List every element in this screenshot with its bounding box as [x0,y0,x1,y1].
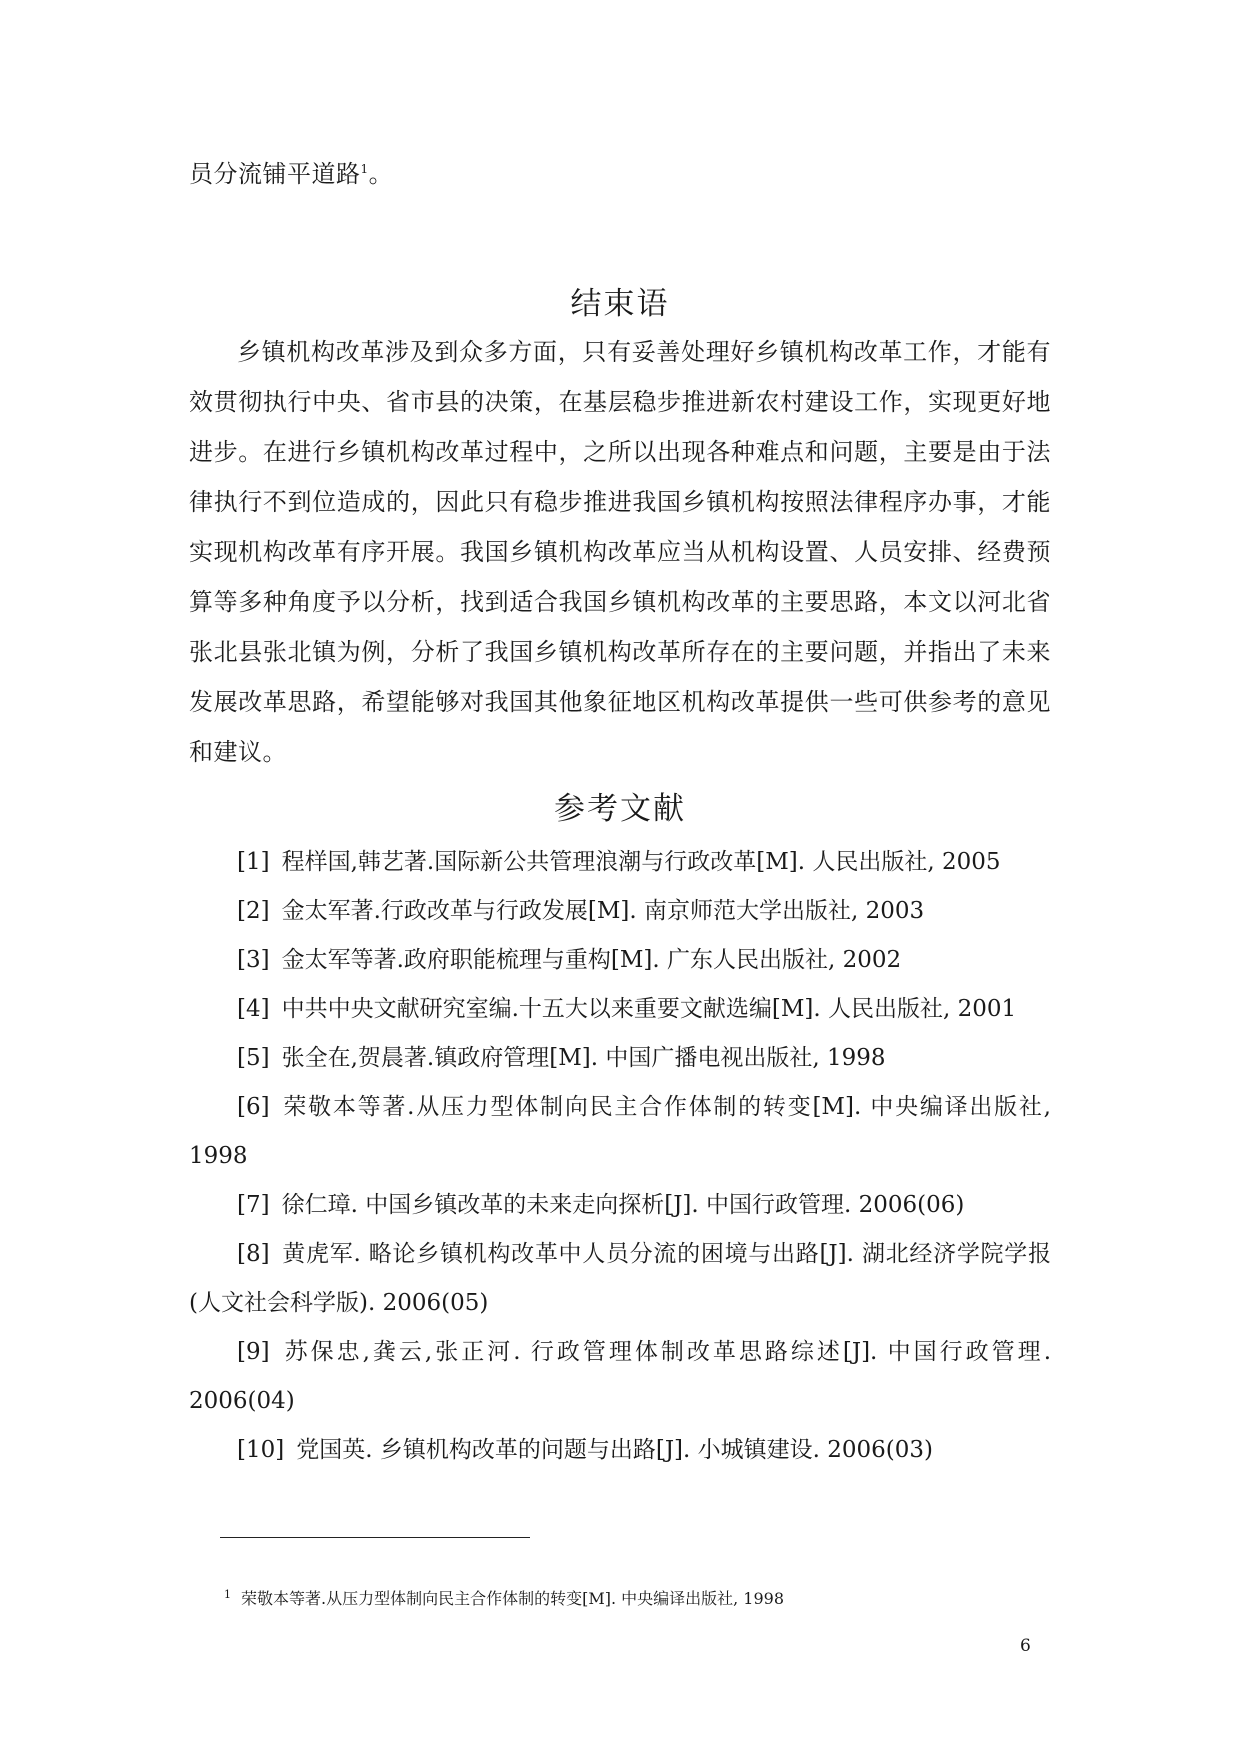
reference-number: [6] [237,1094,270,1120]
footnote-separator [220,1537,530,1538]
reference-item [189,1181,1051,1230]
footnote-marker[interactable]: 1 [360,162,369,176]
reference-list [189,838,1051,1475]
reference-number: [7] [237,1192,270,1218]
reference-number: [8] [237,1241,270,1267]
reference-text: 金太军等著.政府职能梳理与重构[M]. 广东人民出版社, 2002 [281,947,902,973]
reference-item [189,1426,1051,1475]
reference-item [189,887,1051,936]
reference-number: [1] [237,849,270,875]
conclusion-heading: 结束语 [570,286,670,322]
reference-text: 荣敬本等著.从压力型体制向民主合作体制的转变[M]. 中央编译出版社, 1998 [189,1094,1051,1169]
continuation-text: 员分流铺平道路 [189,160,361,188]
reference-number: [4] [237,996,270,1022]
reference-number: [9] [237,1339,270,1365]
reference-item [189,1230,1051,1328]
reference-item [189,985,1051,1034]
reference-item [189,1034,1051,1083]
page-number: 6 [1020,1636,1031,1656]
reference-item [189,936,1051,985]
reference-text: 黄虎军. 略论乡镇机构改革中人员分流的困境与出路[J]. 湖北经济学院学报(人文社会科学版). 2006(05) [189,1241,1051,1316]
reference-text: 党国英. 乡镇机构改革的问题与出路[J]. 小城镇建设. 2006(03) [296,1437,933,1463]
reference-text: 中共中央文献研究室编.十五大以来重要文献选编[M]. 人民出版社, 2001 [281,996,1017,1022]
continuation-end: 。 [368,160,394,188]
footnote-text: 荣敬本等著.从压力型体制向民主合作体制的转变[M]. 中央编译出版社, 1998 [241,1589,785,1608]
reference-item [189,838,1051,887]
reference-number: [2] [237,898,270,924]
references-heading: 参考文献 [554,791,686,827]
footnote [224,1588,784,1610]
reference-text: 张全在,贺晨著.镇政府管理[M]. 中国广播电视出版社, 1998 [281,1045,886,1071]
reference-text: 程样国,韩艺著.国际新公共管理浪潮与行政改革[M]. 人民出版社, 2005 [281,849,1001,875]
reference-text: 苏保忠,龚云,张正河. 行政管理体制改革思路综述[J]. 中国行政管理. 2006(04) [189,1339,1051,1414]
reference-number: [10] [237,1437,285,1463]
reference-text: 徐仁璋. 中国乡镇改革的未来走向探析[J]. 中国行政管理. 2006(06) [281,1192,965,1218]
continuation-line [189,150,1051,198]
conclusion-paragraph: 乡镇机构改革涉及到众多方面，只有妥善处理好乡镇机构改革工作，才能有效贯彻执行中央、省市县的决策，在基层稳步推进新农村建设工作，实现更好地进步。在进行乡镇机构改革过程中，之所以出现各种难点和问题，主要是由于法律执行不到位造成的，因此只有稳步推进我国乡镇机构按照法律程序办事，才能实现机构改革有序开展。我国乡镇机构改革应当从机构设置、人员安排、经费预算等多种角度予以分析，找到适合我国乡镇机构改革的主要思路，本文以河北省张北县张北镇为例，分析了我国乡镇机构改革所存在的主要问题，并指出了未来发展改革思路，希望能够对我国其他象征地区机构改革提供一些可供参考的意见和建议。 [189,338,1051,766]
reference-number: [5] [237,1045,270,1071]
footnote-number: 1 [224,1587,231,1601]
reference-item [189,1083,1051,1181]
reference-text: 金太军著.行政改革与行政发展[M]. 南京师范大学出版社, 2003 [281,898,925,924]
reference-item [189,1328,1051,1426]
reference-number: [3] [237,947,270,973]
